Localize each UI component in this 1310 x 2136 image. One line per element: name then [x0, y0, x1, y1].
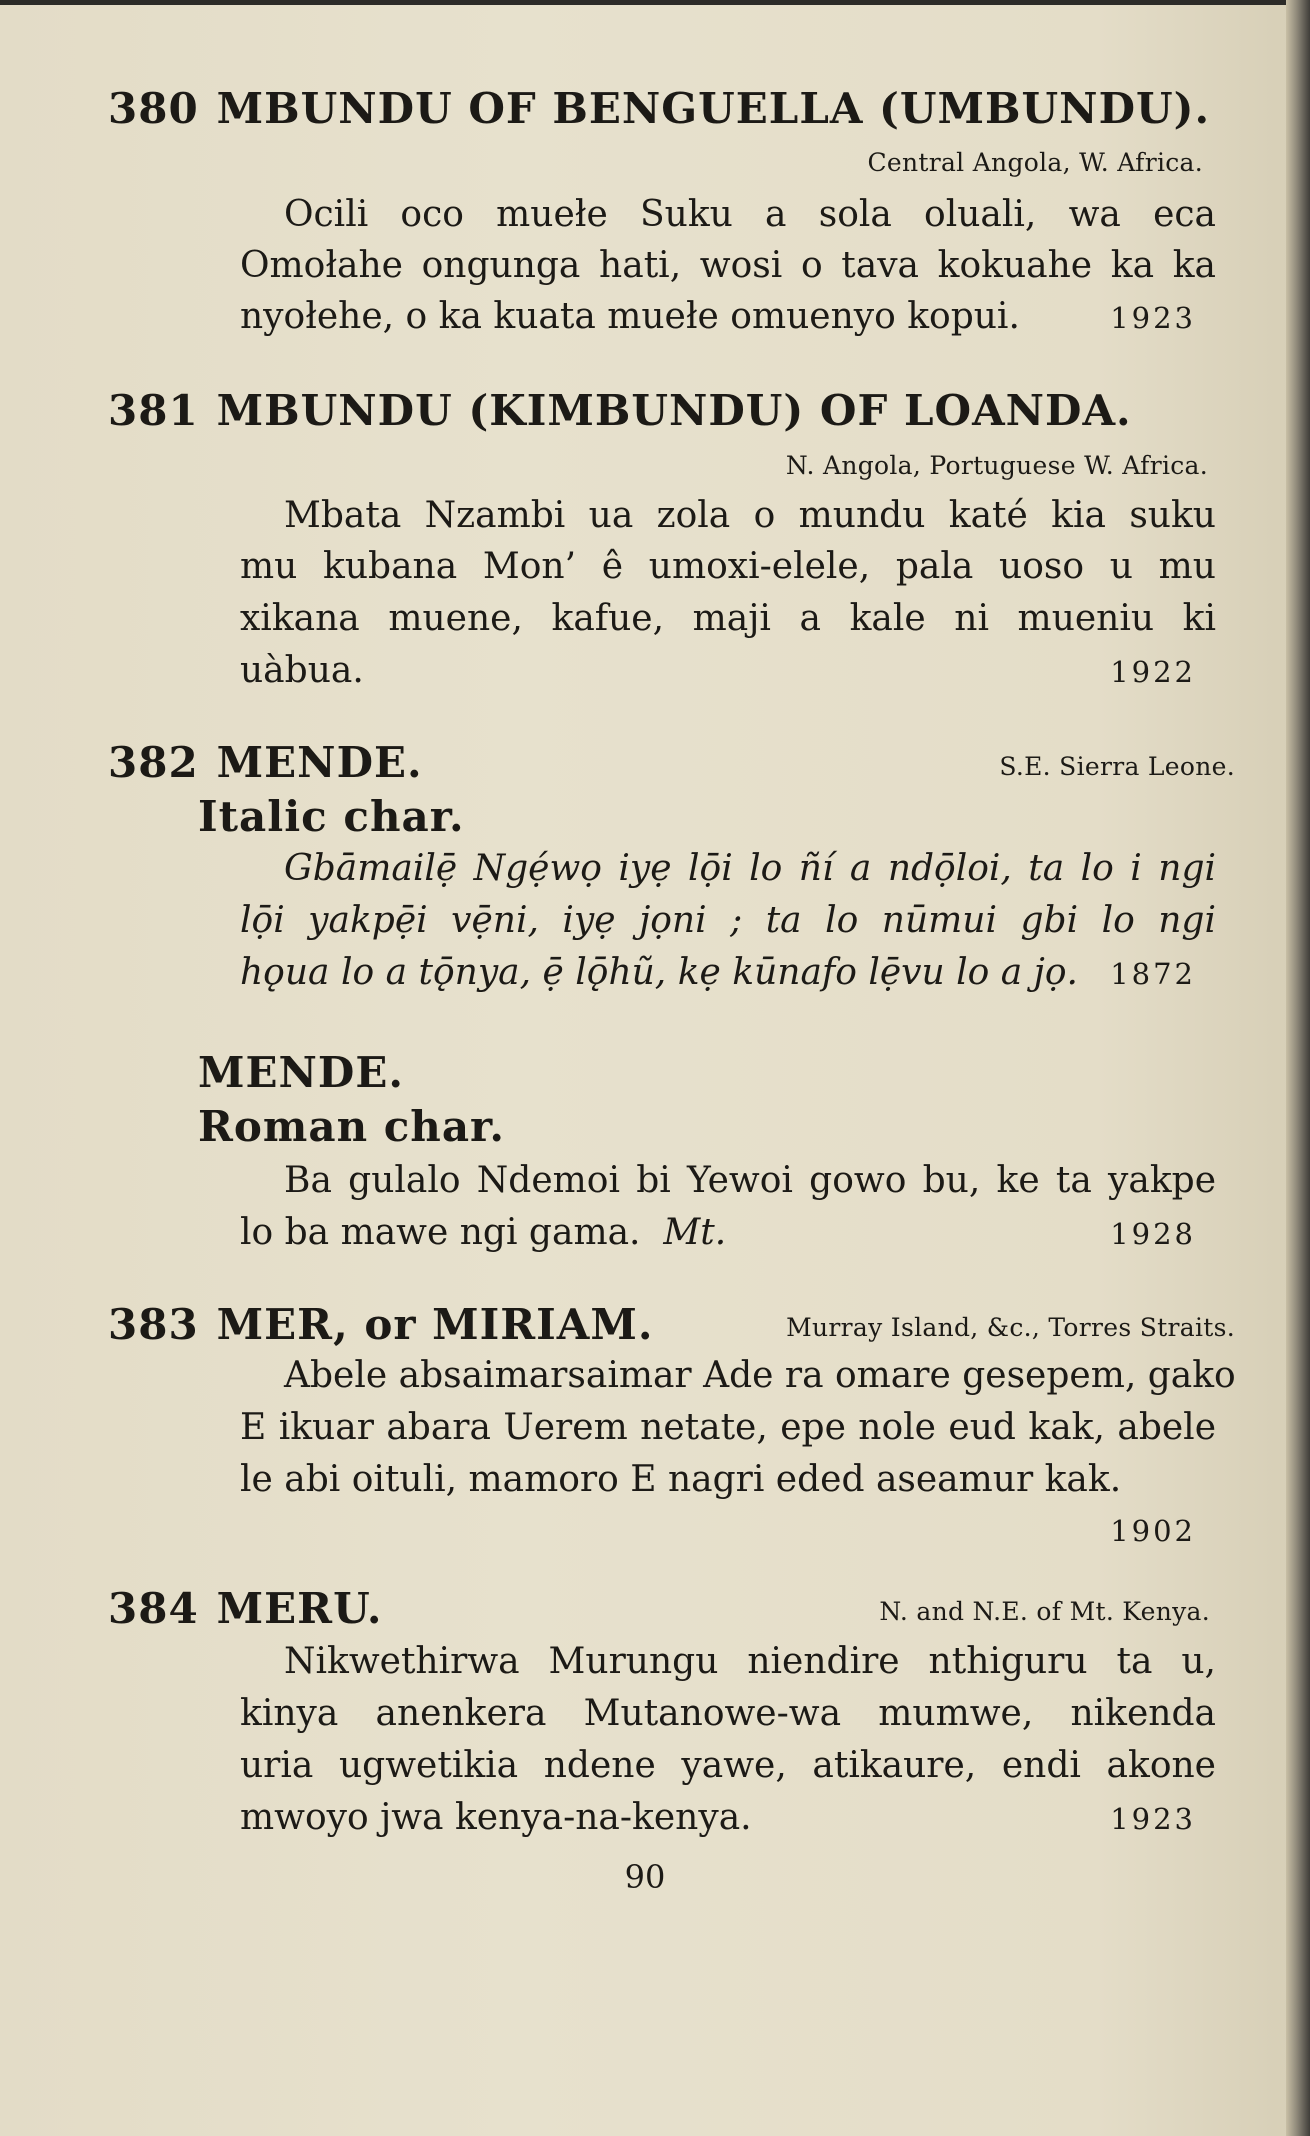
- entry-381-line-4: uàbua.: [240, 650, 364, 691]
- entry-title: MENDE.: [216, 738, 423, 787]
- entry-382-location: S.E. Sierra Leone.: [999, 752, 1235, 781]
- entry-title: MBUNDU (KIMBUNDU) OF LOANDA.: [216, 386, 1132, 435]
- mende-roman-line-1: Ba gulalo Ndemoi bi Yewoi gowo bu, ke ta yakpe: [284, 1160, 1216, 1201]
- entry-383-heading: [108, 1300, 653, 1349]
- entry-384-location: N. and N.E. of Mt. Kenya.: [879, 1597, 1210, 1626]
- entry-384-line-3: uria ugwetikia ndene yawe, atikaure, endi akone: [240, 1745, 1216, 1786]
- entry-382-line-1: Gbāmailẹ̄ Ngẹ́wọ iyẹ lọ̄i lo ñí a ndọ̄loi, ta lo i ngi: [284, 848, 1216, 889]
- entry-title: MBUNDU OF BENGUELLA (UMBUNDU).: [216, 84, 1211, 133]
- entry-383-line-3: le abi oituli, mamoro E nagri eded aseamur kak.: [240, 1459, 1122, 1500]
- entry-380-line-2: Omołahe ongunga hati, wosi o tava kokuahe ka ka: [240, 245, 1216, 286]
- entry-number: 382: [108, 738, 199, 787]
- book-gutter-edge: [1286, 0, 1310, 2136]
- mende-roman-subtitle: Roman char.: [198, 1102, 505, 1151]
- entry-382-line-2: lọ̄i yakpẹ̄i vẹ̄ni, iyẹ jọni ; ta lo nūmui gbi lo ngi: [240, 900, 1216, 941]
- entry-384-year: 1923: [1110, 1802, 1196, 1836]
- mende-roman-line-2-text: lo ba mawe ngi gama.: [240, 1212, 641, 1253]
- entry-380-heading: [108, 84, 1210, 133]
- entry-382-line-3: hǫua lo a tǭnya, ẹ̄ lǭhũ, kẹ kūnafo lẹ̄vu lo a jọ.: [240, 952, 1078, 993]
- entry-number: 383: [108, 1300, 199, 1349]
- entry-382-year: 1872: [1110, 957, 1196, 991]
- entry-382-subtitle: Italic char.: [198, 792, 465, 841]
- entry-381-line-1: Mbata Nzambi ua zola o mundu katé kia suku: [284, 495, 1216, 536]
- entry-381-line-3: xikana muene, kafue, maji a kale ni mueniu ki: [240, 598, 1216, 639]
- mende-roman-line-2: [240, 1210, 1216, 1256]
- entry-380-line-3: nyołehe, o ka kuata muełe omuenyo kopui.: [240, 296, 1020, 337]
- entry-number: 384: [108, 1584, 199, 1633]
- entry-title: MERU.: [216, 1584, 383, 1633]
- entry-384-line-4: mwoyo jwa kenya-na-kenya.: [240, 1797, 752, 1838]
- entry-number: 381: [108, 386, 199, 435]
- entry-383-location: Murray Island, &c., Torres Straits.: [786, 1313, 1235, 1342]
- entry-380-year: 1923: [1110, 301, 1196, 335]
- entry-title: MER, or MIRIAM.: [216, 1300, 654, 1349]
- entry-number: 380: [108, 84, 199, 133]
- entry-381-line-2: mu kubana Mon’ ê umoxi-elele, pala uoso u mu: [240, 546, 1216, 587]
- entry-384-heading: [108, 1584, 382, 1633]
- page-number: 90: [624, 1858, 666, 1896]
- entry-383-line-1: Abele absaimarsaimar Ade ra omare gesepem, gako: [284, 1355, 1236, 1396]
- entry-380-location: Central Angola, W. Africa.: [867, 148, 1203, 177]
- entry-382-heading: [108, 738, 423, 787]
- mende-roman-title: MENDE.: [198, 1048, 404, 1097]
- entry-383-line-2: E ikuar abara Uerem netate, epe nole eud kak, abele: [240, 1407, 1216, 1448]
- mende-roman-year: 1928: [1110, 1217, 1196, 1251]
- entry-381-year: 1922: [1110, 655, 1196, 689]
- entry-380-line-1: Ocili oco muełe Suku a sola oluali, wa eca: [284, 194, 1216, 235]
- entry-383-year: 1902: [1110, 1514, 1196, 1548]
- entry-384-line-1: Nikwethirwa Murungu niendire nthiguru ta u,: [284, 1641, 1216, 1682]
- top-edge: [0, 0, 1310, 5]
- entry-381-heading: [108, 386, 1132, 435]
- entry-384-line-2: kinya anenkera Mutanowe-wa mumwe, nikenda: [240, 1693, 1216, 1734]
- mende-roman-ref: Mt.: [663, 1212, 727, 1253]
- entry-381-location: N. Angola, Portuguese W. Africa.: [785, 451, 1208, 480]
